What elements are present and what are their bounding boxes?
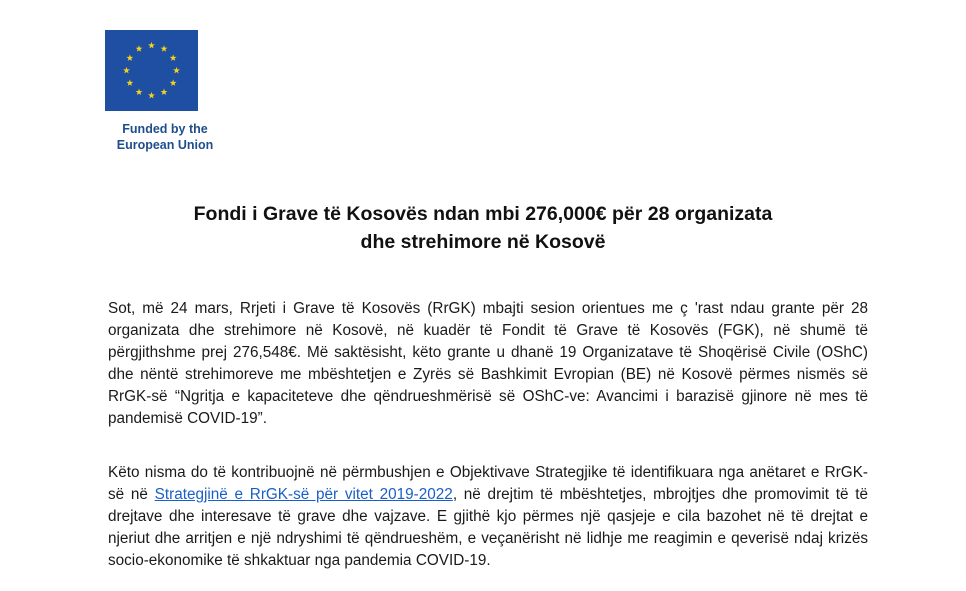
strategy-link[interactable]: Strategjinë e RrGK-së për vitet 2019-2022 — [154, 486, 453, 503]
eu-logo — [105, 30, 225, 153]
page-title — [60, 200, 906, 256]
paragraph-2-text-after: , në drejtim të mbështetjes, mbrojtjes dhe promovimit të të drejtave dhe interesave të grave dhe vajzave. E gjithë kjo përmes një qasjeje e cila bazohet në të drejtat e njeriut dhe arritjen e një ndryshimi të qëndrueshëm, e veçanërisht në lidhje me reagimin e qeverisë ndaj krizës socio-ekonomike të shkaktuar nga pandemia COVID-19. — [108, 486, 868, 569]
funded-line-2: European Union — [116, 138, 214, 152]
paragraph-2 — [108, 462, 868, 572]
title-line-2: dhe strehimore në Kosovë — [360, 231, 606, 253]
funded-line-1: Funded by the — [122, 122, 208, 136]
title-line-1: Fondi i Grave të Kosovës ndan mbi 276,000€ për 28 organizata — [193, 203, 773, 225]
paragraph-2-text-before: Këto nisma do të kontribuojnë në përmbushjen e Objektivave Strategjike të identifikuara nga anëtaret e RrGK-së në — [108, 464, 868, 503]
paragraph-1: Sot, më 24 mars, Rrjeti i Grave të Kosovës (RrGK) mbajti sesion orientues me ç 'rast ndau grante për 28 organizata dhe strehimore në Kosovë, në kuadër të Fondit të Grave të Kosovës (FGK), në shumë të përgjithshme prej 276,548€. Më saktësisht, këto grante u dhanë 19 Organizatave të Shoqërisë Civile (OShC) dhe nëntë strehimoreve me mbështetjen e Zyrës së Bashkimit Evropian (BE) në Kosovë përmes nismës së RrGK-së “Ngritja e kapaciteteve dhe qëndrueshmërisë së OShC-ve: Avancimi i barazisë gjinore në mes të pandemisë COVID-19”. — [108, 300, 868, 427]
eu-flag-icon — [105, 30, 198, 111]
funded-by-caption — [105, 121, 225, 153]
